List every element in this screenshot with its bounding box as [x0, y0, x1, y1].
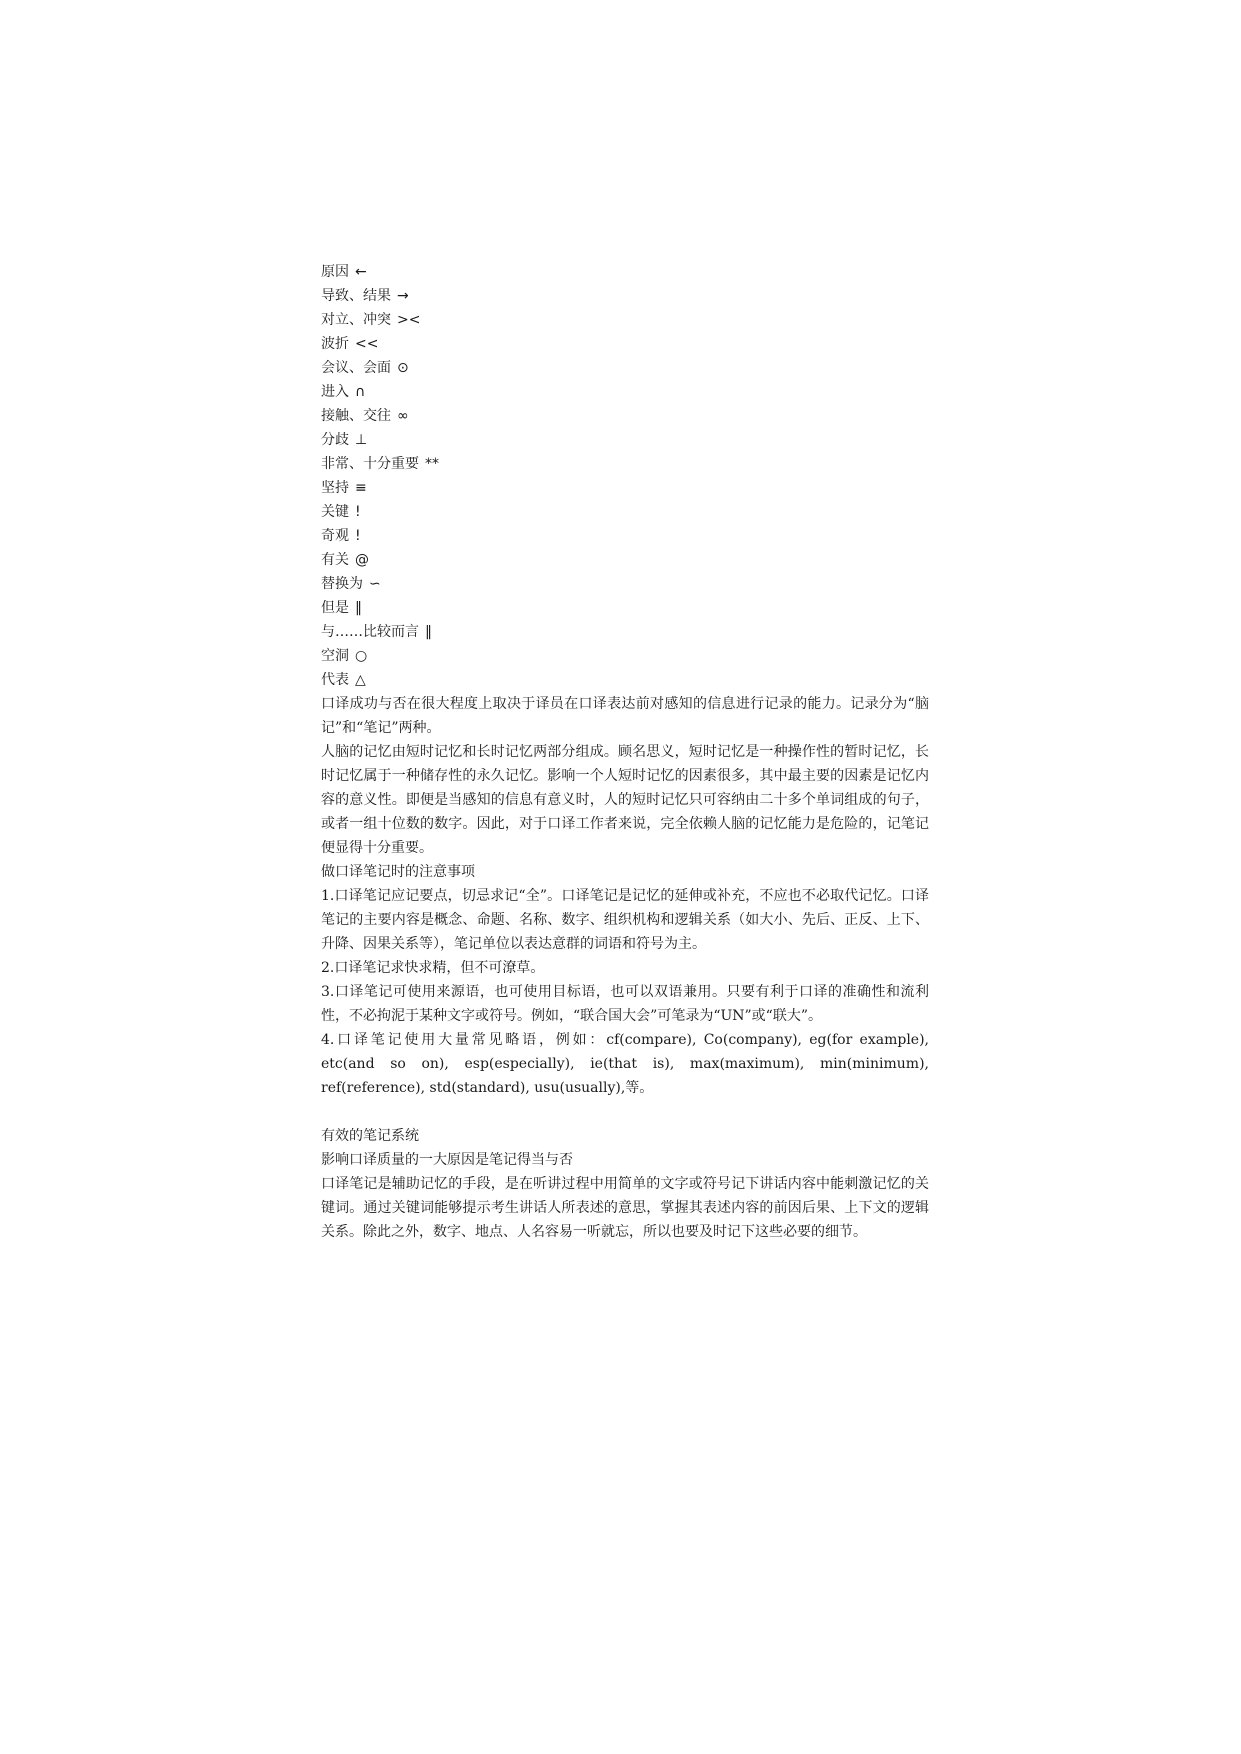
symbol-glyph: ! [355, 528, 361, 544]
section-spacer [321, 1100, 929, 1124]
symbol-label: 替换为 [321, 576, 363, 592]
symbol-row [321, 380, 929, 404]
symbol-label: 原因 [321, 264, 349, 280]
symbol-glyph: @ [355, 552, 369, 568]
symbol-glyph: ‖ [425, 624, 432, 640]
symbol-label: 会议、会面 [321, 360, 391, 376]
symbol-glyph: ○ [355, 648, 368, 664]
symbol-label: 分歧 [321, 432, 349, 448]
symbol-glyph: << [355, 336, 379, 352]
symbol-glyph: △ [355, 672, 366, 688]
symbol-row [321, 500, 929, 524]
note-item: 2.口译笔记求快求精，但不可潦草。 [321, 960, 545, 976]
intro-paragraph: 口译成功与否在很大程度上取决于译员在口译表达前对感知的信息进行记录的能力。记录分为“脑记”和“笔记”两种。 [321, 696, 929, 736]
system-heading: 有效的笔记系统 [321, 1128, 419, 1144]
note-item: 1.口译笔记应记要点，切忌求记“全”。口译笔记是记忆的延伸或补充，不应也不必取代记忆。口译笔记的主要内容是概念、命题、名称、数字、组织机构和逻辑关系（如大小、先后、正反、上下、升降、因果关系等），笔记单位以表达意群的词语和符号为主。 [321, 888, 929, 952]
notes-heading: 做口译笔记时的注意事项 [321, 864, 475, 880]
symbol-label: 对立、冲突 [321, 312, 391, 328]
symbol-row [321, 452, 929, 476]
system-subheading: 影响口译质量的一大原因是笔记得当与否 [321, 1152, 573, 1168]
symbol-row [321, 596, 929, 620]
symbol-glyph: ← [355, 264, 367, 280]
symbol-glyph: ! [355, 504, 361, 520]
symbol-row [321, 524, 929, 548]
note-item: 3.口译笔记可使用来源语，也可使用目标语，也可以双语兼用。只要有利于口译的准确性和流利性，不必拘泥于某种文字或符号。例如，“联合国大会”可笔录为“UN”或“联大”。 [321, 984, 929, 1024]
symbol-label: 奇观 [321, 528, 349, 544]
symbol-row [321, 332, 929, 356]
symbol-glyph: ∽ [369, 576, 381, 592]
symbol-label: 空洞 [321, 648, 349, 664]
symbol-row [321, 404, 929, 428]
symbol-glyph: ‖ [355, 600, 362, 616]
symbol-label: 但是 [321, 600, 349, 616]
symbol-list [321, 260, 929, 692]
symbol-label: 接触、交往 [321, 408, 391, 424]
system-paragraph: 口译笔记是辅助记忆的手段，是在听讲过程中用简单的文字或符号记下讲话内容中能刺激记忆的关键词。通过关键词能够提示考生讲话人所表述的意思，掌握其表述内容的前因后果、上下文的逻辑关系。除此之外，数字、地点、人名容易一听就忘，所以也要及时记下这些必要的细节。 [321, 1176, 929, 1240]
symbol-label: 导致、结果 [321, 288, 391, 304]
symbol-label: 波折 [321, 336, 349, 352]
symbol-row [321, 356, 929, 380]
symbol-row [321, 548, 929, 572]
symbol-label: 非常、十分重要 [321, 456, 419, 472]
symbol-glyph: ⊙ [397, 360, 409, 376]
symbol-label: 关键 [321, 504, 349, 520]
symbol-row [321, 644, 929, 668]
symbol-glyph: ** [425, 456, 439, 472]
symbol-glyph: → [397, 288, 409, 304]
symbol-label: 代表 [321, 672, 349, 688]
note-item: 4.口译笔记使用大量常见略语，例如：cf(compare), Co(company), eg(for example), etc(and so on), esp(especially), ie(that is), max(maximum), min(minimum), ref(reference), std(standard), usu(usually),等。 [321, 1032, 929, 1096]
symbol-glyph: ≡ [355, 480, 367, 496]
symbol-label: 坚持 [321, 480, 349, 496]
symbol-row [321, 428, 929, 452]
symbol-row [321, 284, 929, 308]
symbol-glyph: ∩ [355, 384, 366, 400]
symbol-label: 与……比较而言 [321, 624, 419, 640]
document-page [321, 260, 929, 1244]
symbol-row [321, 308, 929, 332]
symbol-row [321, 572, 929, 596]
symbol-glyph: >< [397, 312, 421, 328]
symbol-label: 有关 [321, 552, 349, 568]
symbol-row [321, 620, 929, 644]
symbol-row [321, 260, 929, 284]
symbol-glyph: ⊥ [355, 432, 368, 448]
symbol-row [321, 668, 929, 692]
symbol-label: 进入 [321, 384, 349, 400]
symbol-glyph: ∞ [397, 408, 409, 424]
memory-paragraph: 人脑的记忆由短时记忆和长时记忆两部分组成。顾名思义，短时记忆是一种操作性的暂时记忆，长时记忆属于一种储存性的永久记忆。影响一个人短时记忆的因素很多，其中最主要的因素是记忆内容的意义性。即便是当感知的信息有意义时，人的短时记忆只可容纳由二十多个单词组成的句子，或者一组十位数的数字。因此，对于口译工作者来说，完全依赖人脑的记忆能力是危险的，记笔记便显得十分重要。 [321, 744, 929, 856]
symbol-row [321, 476, 929, 500]
